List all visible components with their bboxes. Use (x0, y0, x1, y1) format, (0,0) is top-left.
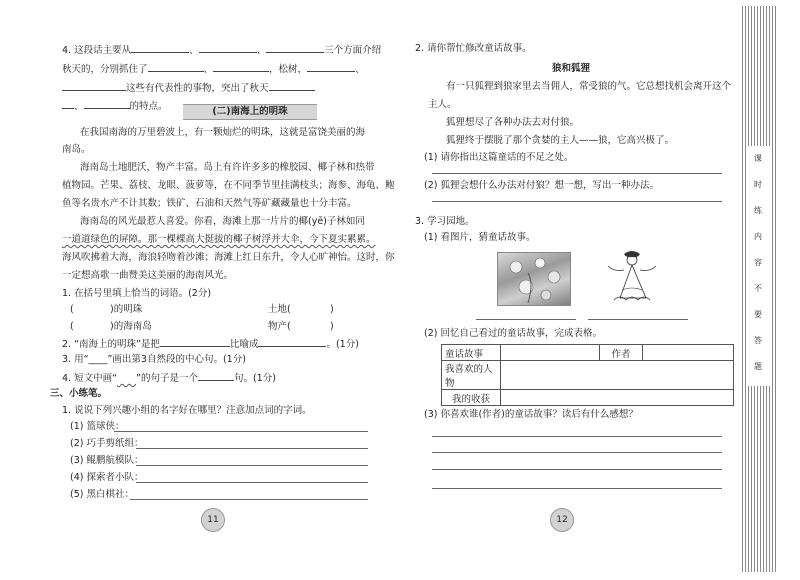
passage-line: 海南岛土地肥沃，物产丰富。岛上有许许多多的橡胶园、椰子林和热带 (80, 162, 375, 173)
story-line: 有一只狐狸到狼家里去当佣人，常受狼的气。它总想找机会离开这个 (446, 81, 732, 92)
table-label-character: 我喜欢的人物 (442, 361, 501, 390)
story-line: 狐狸想尽了各种办法去对付狼。 (446, 117, 580, 128)
passage-line: 一定想高歌一曲赞美这美丽的海南风光。 (62, 270, 234, 281)
page-number-right: 12 (550, 508, 574, 532)
answer-line[interactable] (114, 431, 368, 432)
answer-line[interactable] (136, 448, 368, 449)
question-2: 2. “南海上的明珠”是把 比喻成 。(1分) (62, 339, 359, 350)
notice-char: 课 (754, 154, 762, 163)
answer-line[interactable] (432, 201, 722, 202)
answer-line[interactable] (432, 488, 722, 489)
sub-question-3-1: (1) 看图片，猜童话故事。 (424, 232, 536, 243)
passage-line: 在我国南海的万里碧波上，有一颗灿烂的明珠，这就是富饶美丽的海 (80, 127, 366, 138)
princess-icon (596, 250, 666, 306)
table-label-story: 童话故事 (442, 345, 501, 361)
q4-line1: 4. 这段话主要从 、 、 三个方面介绍 (62, 45, 382, 56)
story-picture-flowers (497, 252, 571, 306)
passage-line: 南岛。 (62, 144, 91, 155)
group-item: (2) 巧手剪纸组： (70, 438, 144, 449)
notice-char: 答 (754, 336, 762, 345)
answer-line[interactable] (432, 436, 722, 437)
notice-char: 时 (754, 180, 762, 189)
group-item: (5) 黑白棋社： (70, 489, 134, 500)
answer-line[interactable] (130, 499, 368, 500)
q1-item: )的明珠 (110, 304, 143, 315)
table-cell-character[interactable] (501, 361, 734, 390)
section-title: (二)南海上的明珠 (183, 104, 317, 120)
group-item: (3) 鲲鹏航模队： (70, 455, 144, 466)
table-label-author: 作者 (600, 345, 643, 361)
table-cell-story[interactable] (501, 345, 600, 361)
notice-char: 练 (754, 206, 762, 215)
answer-line[interactable] (432, 469, 722, 470)
story-table (441, 344, 734, 406)
question-3-right: 3. 学习园地。 (415, 216, 475, 227)
passage-line: 鱼等名贵水产不计其数；铁矿、石油和天然气等矿藏藏量也十分丰富。 (62, 198, 357, 209)
q1-item: ( (70, 304, 74, 315)
q4-line2: 秋天的，分别抓住了 、 ，松树， 、 (62, 64, 365, 75)
answer-line[interactable] (136, 482, 368, 483)
notice-char: 题 (754, 362, 762, 371)
q1-item: ) (330, 304, 334, 315)
passage-line: 海南岛的风光最惹人喜爱。你看，海滩上那一片片的椰(yē)子林如同 (80, 216, 365, 227)
group-item: (1) 篮球侠： (70, 421, 125, 432)
page-number-left: 11 (201, 508, 225, 532)
exercise-1: 1. 说说下列兴趣小组的名字好在哪里？注意加点词的字词。 (62, 405, 312, 416)
story-picture-princess (596, 250, 666, 306)
sub-question-2: (2) 狐狸会想什么办法对付狼？想一想，写出一种办法。 (424, 180, 659, 191)
q1-item: 物产( (268, 321, 291, 332)
question-3: 3. 用“____”画出第3自然段的中心句。(1分) (62, 354, 246, 365)
story-title: 狼和狐狸 (552, 63, 591, 74)
passage-line-wavy: 一道道绿色的屏障。那一棵棵高大挺拔的椰子树浮并大伞，今下夏实累累。 (62, 234, 376, 245)
group-item: (4) 探索者小队： (70, 472, 144, 483)
notice-char: 容 (754, 258, 762, 267)
answer-line[interactable] (136, 465, 368, 466)
passage-line: 植物园。芒果、荔枝、龙眼、菠萝等，在不同季节里挂满枝头；海参、海龟、鲍 (62, 180, 395, 191)
question-2-right: 2. 请你帮忙修改童话故事。 (415, 43, 532, 54)
sub-question-3-2: (2) 回忆自己看过的童话故事，完成表格。 (424, 328, 602, 339)
q4-line4: 、 的特点。 (62, 99, 168, 113)
table-label-gain: 我的收获 (442, 390, 501, 406)
table-cell-author[interactable] (643, 345, 734, 361)
sub-question-1: (1) 请你指出这篇童话的不足之处。 (424, 152, 574, 163)
answer-line[interactable] (432, 173, 722, 174)
question-1: 1. 在括号里填上恰当的词语。(2分) (62, 288, 212, 299)
q1-item: ( (70, 321, 74, 332)
sub-question-3-3: (3) 你喜欢谁(作者)的童话故事？读后有什么感想？ (424, 409, 638, 420)
story-line: 主人。 (428, 99, 457, 110)
notice-char: 内 (754, 232, 762, 241)
passage-line: 海风吹拂着大海，海浪轻吻着沙滩；海滩上红日东升，令人心旷神怡。这时，你 (62, 252, 395, 263)
table-cell-gain[interactable] (501, 390, 734, 406)
q1-item: ) (330, 321, 334, 332)
story-line: 狐狸终于摆脱了那个贪婪的主人——狼，它高兴极了。 (446, 135, 675, 146)
q4-line3: 这些有代表性的事物，突出了秋天 (62, 81, 315, 95)
part3-heading: 三、小练笔。 (50, 388, 108, 399)
q1-item: )的海南岛 (110, 321, 152, 332)
notice-char: 要 (754, 310, 762, 319)
answer-line[interactable] (588, 319, 688, 320)
flower-icon (498, 253, 570, 305)
answer-line[interactable] (432, 452, 722, 453)
question-4: 4. 短文中画“ ”的句子是一个 句。(1分) (62, 373, 276, 384)
binding-notice (746, 146, 770, 386)
answer-line[interactable] (476, 319, 576, 320)
q1-item: 土地( (268, 304, 291, 315)
notice-char: 不 (754, 284, 762, 293)
